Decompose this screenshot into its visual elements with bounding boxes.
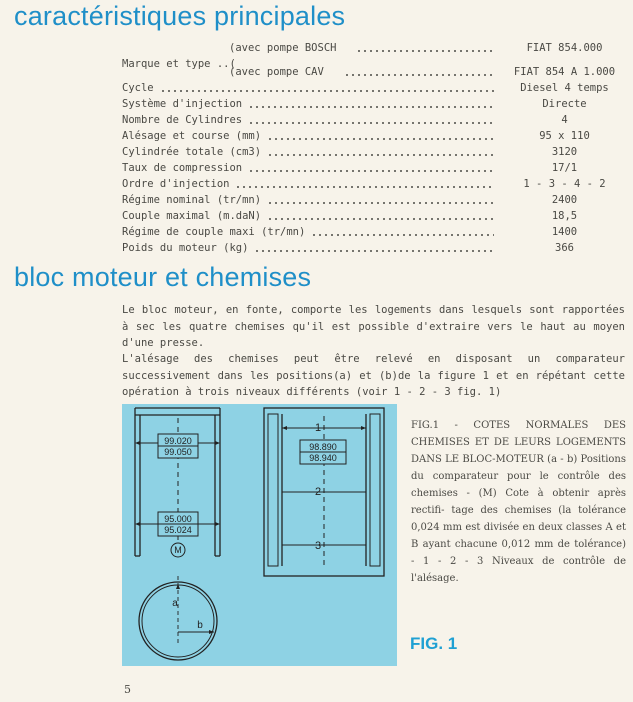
spec-label-marque: Marque et type ..( <box>122 58 236 70</box>
spec-value: 2400 <box>551 194 578 206</box>
spec-value-bosch: FIAT 854.000 <box>526 42 603 54</box>
spec-row <box>122 192 622 208</box>
spec-label: Cylindrée totale (cm3) <box>122 146 262 158</box>
paragraph-bloc-moteur: Le bloc moteur, en fonte, comporte les logements dans lesquels sont rapportées à sec les quatre chemises qu'il est possible d'extraire vers le haut au moyen d'une presse. <box>122 304 625 349</box>
spec-row <box>122 80 622 96</box>
spec-row-marque-cav <box>122 64 622 80</box>
dot-leader <box>267 138 494 140</box>
spec-value: 1 - 3 - 4 - 2 <box>523 178 606 190</box>
spec-label: Nombre de Cylindres <box>122 114 243 126</box>
spec-label: Régime de couple maxi (tr/mn) <box>122 226 306 238</box>
figure-1-diagram <box>122 404 397 666</box>
dot-leader <box>248 106 494 108</box>
spec-row <box>122 112 622 128</box>
spec-value: Diesel 4 temps <box>520 82 609 94</box>
spec-label: Système d'injection <box>122 98 243 110</box>
dot-leader <box>267 154 494 156</box>
dim-top-2: 99.050 <box>164 447 192 457</box>
label-a: a <box>172 598 178 609</box>
spec-value: Directe <box>542 98 587 110</box>
marker-m: M <box>174 545 182 555</box>
dim-bottom-2: 95.024 <box>164 525 192 535</box>
dot-leader <box>235 186 494 188</box>
spec-label: Taux de compression <box>122 162 243 174</box>
spec-row <box>122 208 622 224</box>
label-b: b <box>197 620 203 631</box>
spec-row <box>122 160 622 176</box>
dim-top-1: 99.020 <box>164 436 192 446</box>
spec-row <box>122 144 622 160</box>
dot-leader <box>254 250 494 252</box>
spec-row <box>122 128 622 144</box>
dim-bottom-1: 95.000 <box>164 514 192 524</box>
spec-label-cav: (avec pompe CAV <box>229 66 324 78</box>
page-number: 5 <box>124 683 131 696</box>
cylinder-liner-diagram <box>122 404 397 666</box>
dot-leader <box>248 170 494 172</box>
level-3: 3 <box>314 540 322 552</box>
spec-label: Cycle <box>122 82 154 94</box>
level-1: 1 <box>314 422 322 434</box>
section-title-caracteristiques: caractéristiques principales <box>14 1 346 31</box>
paragraph-alesage: L'alésage des chemises peut être relevé en disposant un comparateur successivement dans les positions(a) et (b)de la figure 1 et en répétant cette opération à trois niveaux différents (voir 1 - 2 - 3 fig. 1) <box>122 353 625 398</box>
spec-value: 3120 <box>551 146 578 158</box>
dim-right-2: 98.940 <box>309 453 337 463</box>
spec-value: 366 <box>555 242 574 254</box>
spec-row <box>122 96 622 112</box>
spec-value-cav: FIAT 854 A 1.000 <box>513 66 616 78</box>
dot-leader <box>344 74 494 76</box>
section-title-bloc-moteur: bloc moteur et chemises <box>14 262 312 292</box>
dot-leader <box>267 202 494 204</box>
spec-row <box>122 176 622 192</box>
spec-row-marque-bosch <box>122 40 622 56</box>
figure-label: FIG. 1 <box>410 634 458 653</box>
spec-value: 1400 <box>551 226 578 238</box>
figure-caption: FIG.1 - COTES NORMALES DES CHEMISES ET DE LEURS LOGEMENTS DANS LE BLOC-MOTEUR (a - b) Positions du comparateur pour le contrôle des chemises - (M) Cote à obtenir après rectifi- tage des chemises (la tolérance 0,024 mm est divisée en deux classes A et B ayant chacune 0,012 mm de tolérance) - 1 - 2 - 3 Niveaux de contrôle de l'alésage. <box>411 420 626 584</box>
spec-label: Poids du moteur (kg) <box>122 242 249 254</box>
dim-right-1: 98.890 <box>309 442 337 452</box>
level-2: 2 <box>314 486 322 498</box>
spec-label-bosch: (avec pompe BOSCH <box>229 42 337 54</box>
spec-label: Alésage et course (mm) <box>122 130 262 142</box>
spec-label: Régime nominal (tr/mn) <box>122 194 262 206</box>
spec-value: 18,5 <box>551 210 578 222</box>
spec-value: 95 x 110 <box>539 130 590 142</box>
spec-row <box>122 224 622 240</box>
spec-value: 17/1 <box>551 162 578 174</box>
spec-row <box>122 240 622 256</box>
dot-leader <box>248 122 494 124</box>
dot-leader <box>160 90 494 92</box>
dot-leader <box>356 50 494 52</box>
dot-leader <box>311 234 494 236</box>
spec-value: 4 <box>561 114 568 126</box>
spec-label: Ordre d'injection <box>122 178 230 190</box>
spec-label: Couple maximal (m.daN) <box>122 210 262 222</box>
dot-leader <box>267 218 494 220</box>
